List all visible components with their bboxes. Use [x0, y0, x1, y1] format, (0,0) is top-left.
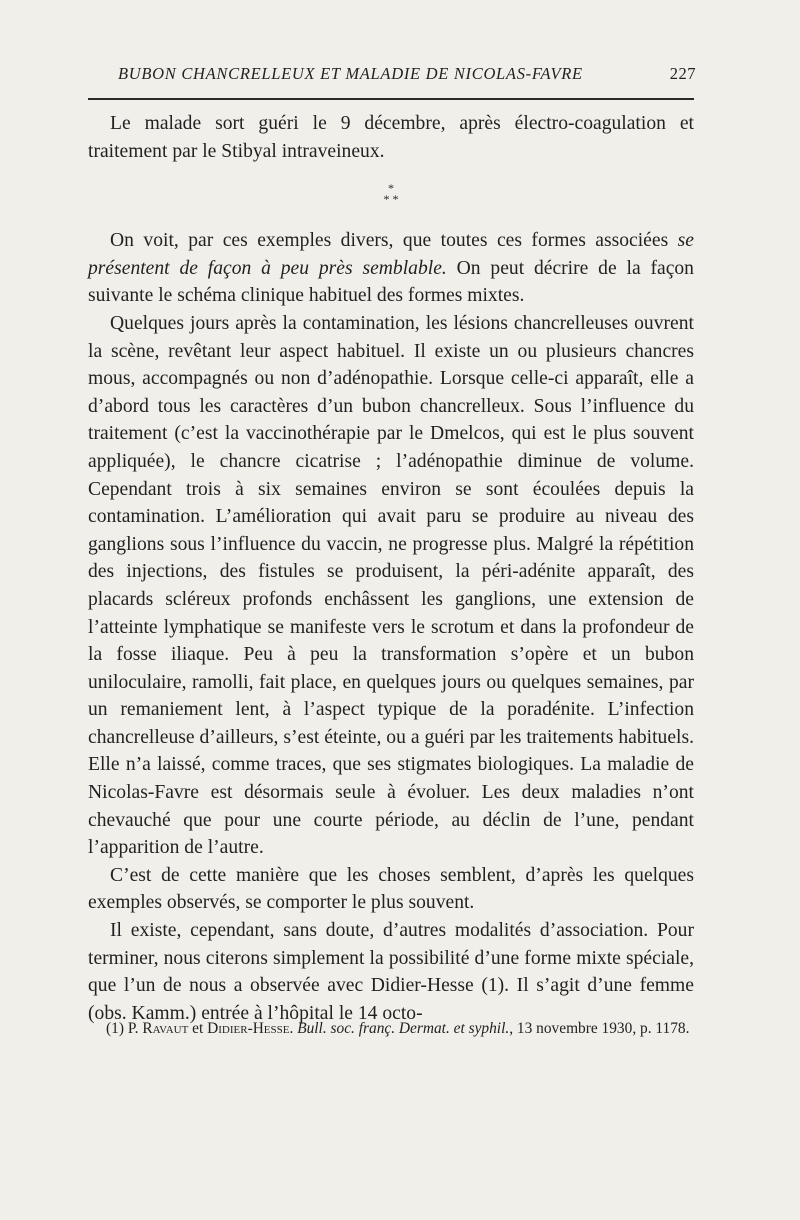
paragraph-1: Le malade sort guéri le 9 décembre, après électro-coagulation et traitement par le Stibyal intraveineux.: [88, 113, 694, 162]
body-text: [88, 110, 694, 1027]
paragraph-2-italic: se présentent de façon à peu près semblable.: [88, 230, 694, 279]
footnote-citation: , 13 novembre 1930, p. 1178.: [509, 1020, 690, 1037]
footnote-conjunction: et: [188, 1020, 208, 1037]
paragraph-5: Il existe, cependant, sans doute, d’autres modalités d’association. Pour terminer, nous citerons simplement la possibilité d’une forme mixte spéciale, que l’un de nous a observée avec Didier-Hesse (1). Il s’agit d’une femme (obs. Kamm.) entrée à l’hôpital le 14 octo-: [88, 920, 694, 1024]
footnote-authors-prefix: P.: [127, 1020, 143, 1037]
footnote-journal: Bull. soc. franç. Dermat. et syphil.: [297, 1020, 510, 1037]
footnote-author-2: Didier-Hesse.: [207, 1020, 294, 1037]
footnote-marker: (1): [106, 1020, 124, 1037]
paragraph-2-end: On peut décrire de la façon suivante le schéma clinique habituel des formes mixtes.: [88, 257, 694, 307]
paragraph-3: Quelques jours après la contamination, les lésions chancrelleuses ouvrent la scène, revêtant leur aspect habituel. Il existe un ou plusieurs chancres mous, accompagnés ou non d’adénopathie. Lorsque celle-ci apparaît, elle a d’abord tous les caractères d’un bubon chancrelleux. Sous l’influence du traitement (c’est la vaccinothérapie par le Dmelcos, qui est le plus souvent appliquée), le chancre cicatrise ; l’adénopathie diminue de volume. Cependant trois à six semaines environ se sont écoulées depuis la contamination. L’amélioration qui avait paru se produire au niveau des ganglions sous l’influence du vaccin, ne progresse plus. Malgré la répétition des injections, des fistules se produisent, la péri-adénite apparaît, des placards scléreux profonds enchâssent les ganglions, une extension de l’atteinte lymphatique se manifeste vers le scrotum et dans la profondeur de la fosse iliaque. Peu à peu la transformation s’opère et un bubon uniloculaire, ramolli, fait place, en quelques jours ou quelques semaines, par un remaniement lent, à l’aspect typique de la poradénite. L’infection chancrelleuse d’ailleurs, s’est éteinte, ou a guéri par les traitements habituels. Elle n’a laissé, comme traces, que ses stigmates biologiques. La maladie de Nicolas-Favre est désormais seule à évoluer. Les deux maladies n’ont chevauché que pour une courte période, au déclin de l’une, pendant l’apparition de l’autre.: [88, 312, 694, 859]
page-header: [118, 64, 696, 88]
paragraph-2-start: On voit, par ces exemples divers, que toutes ces formes associées: [110, 230, 678, 252]
paragraph-4: C’est de cette manière que les choses semblent, d’après les quelques exemples observés, se comporter le plus souvent.: [88, 864, 694, 914]
running-title: BUBON CHANCRELLEUX ET MALADIE DE NICOLAS-FAVRE: [118, 64, 583, 83]
asterism-bottom: * *: [383, 192, 399, 207]
header-rule: [88, 98, 694, 100]
page-number: 227: [669, 64, 696, 83]
footnote-author-1: Ravaut: [142, 1020, 189, 1037]
footnote: [88, 1018, 694, 1039]
asterism-divider: [88, 183, 694, 205]
asterism-top: *: [388, 181, 394, 196]
paragraph-2: [88, 227, 694, 310]
